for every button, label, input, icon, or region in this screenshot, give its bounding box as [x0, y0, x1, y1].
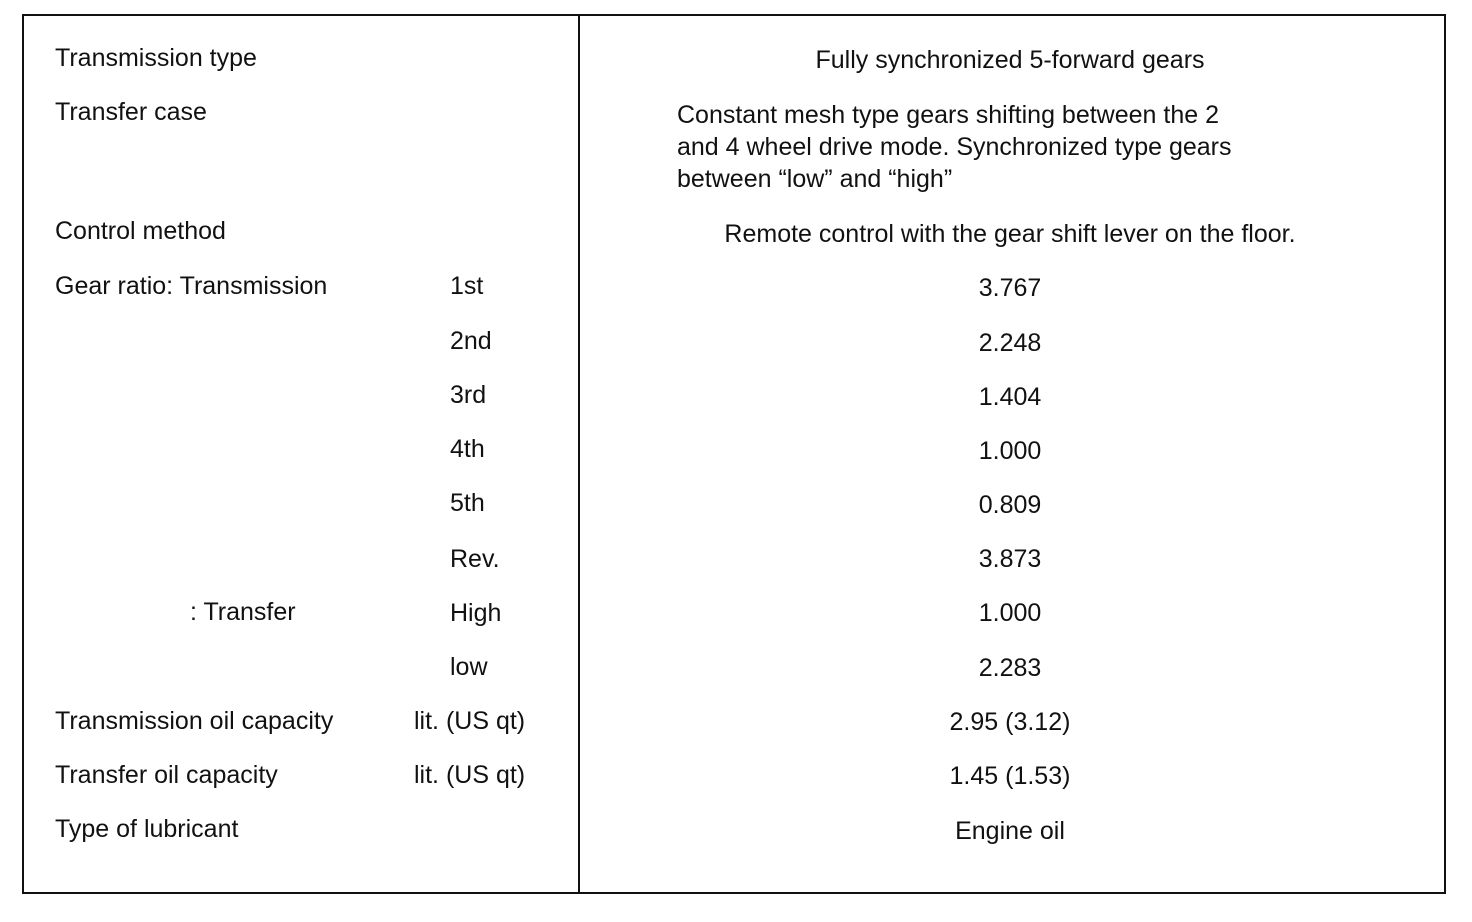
transfer-low-label: low — [450, 653, 488, 681]
gear-3rd-label: 3rd — [450, 381, 487, 409]
transfer-case-value-line: Constant mesh type gears shifting between the 2 — [677, 101, 1219, 129]
transfer-high-label: High — [450, 599, 502, 627]
gear-1st-value: 3.767 — [978, 274, 1042, 302]
transmission-type-label: Transmission type — [55, 44, 257, 72]
gear-2nd-label: 2nd — [450, 327, 492, 355]
gear-5th-label: 5th — [450, 489, 485, 517]
lubricant-label: Type of lubricant — [55, 815, 239, 843]
gear-ratio-label: Gear ratio: Transmission — [55, 272, 328, 300]
gear-rev-label: Rev. — [450, 545, 500, 573]
transfer-oil-label: Transfer oil capacity — [55, 761, 278, 789]
transfer-high-value: 1.000 — [978, 599, 1042, 627]
gear-1st-label: 1st — [450, 272, 484, 300]
transfer-case-label: Transfer case — [55, 98, 207, 126]
lubricant-value: Engine oil — [955, 817, 1065, 845]
control-method-label: Control method — [55, 217, 226, 245]
control-method-value: Remote control with the gear shift lever on the floor. — [724, 220, 1296, 248]
transfer-ratio-label: : Transfer — [190, 598, 296, 626]
transfer-oil-value: 1.45 (1.53) — [949, 762, 1071, 790]
transfer-oil-unit: lit. (US qt) — [414, 761, 526, 789]
gear-4th-value: 1.000 — [978, 437, 1042, 465]
transmission-oil-label: Transmission oil capacity — [55, 707, 334, 735]
transmission-oil-value: 2.95 (3.12) — [949, 708, 1071, 736]
gear-5th-value: 0.809 — [978, 491, 1042, 519]
transmission-type-value: Fully synchronized 5-forward gears — [815, 46, 1205, 74]
gear-2nd-value: 2.248 — [978, 329, 1042, 357]
gear-rev-value: 3.873 — [978, 545, 1042, 573]
transfer-case-value-line: and 4 wheel drive mode. Synchronized type gears — [677, 133, 1232, 161]
gear-4th-label: 4th — [450, 435, 485, 463]
transfer-case-value-line: between “low” and “high” — [677, 165, 953, 193]
transfer-low-value: 2.283 — [978, 654, 1042, 682]
transmission-oil-unit: lit. (US qt) — [414, 707, 526, 735]
gear-3rd-value: 1.404 — [978, 383, 1042, 411]
transfer-case-value — [677, 99, 1377, 195]
